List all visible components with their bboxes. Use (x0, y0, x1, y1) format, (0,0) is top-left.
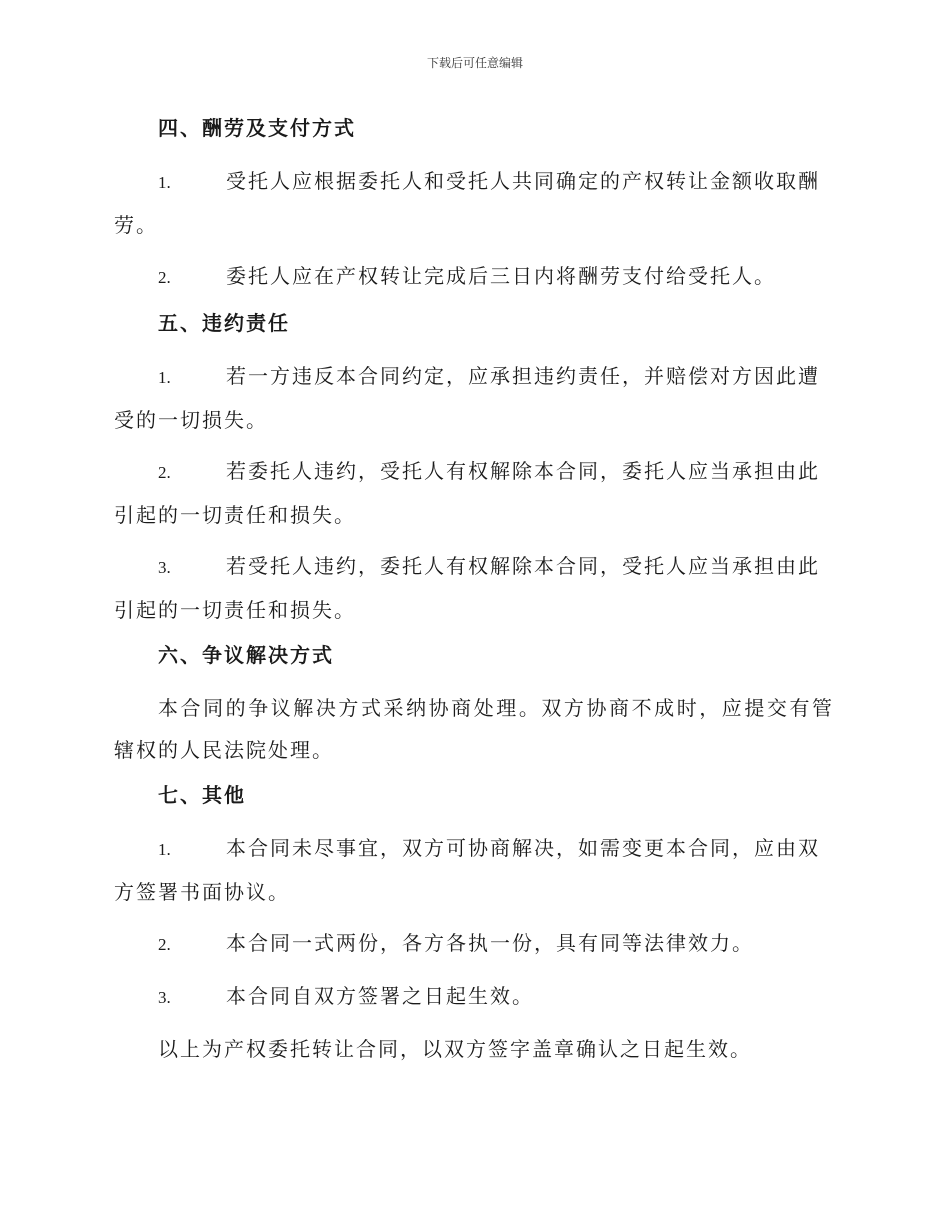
item-number: 1. (158, 840, 171, 859)
section-heading: 七、其他 (158, 783, 246, 807)
item-text: 本合同未尽事宜，双方可协商解决，如需变更本合同，应由双方签署书面协议。 (114, 836, 820, 904)
list-item (114, 160, 834, 246)
item-number: 1. (158, 368, 171, 387)
list-item (114, 450, 834, 536)
section-heading: 六、争议解决方式 (158, 643, 334, 667)
item-text: 若一方违反本合同约定，应承担违约责任，并赔偿对方因此遭受的一切损失。 (114, 364, 820, 432)
section-paragraph: 本合同的争议解决方式采纳协商处理。双方协商不成时，应提交有管辖权的人民法院处理。 (114, 696, 834, 762)
item-text: 本合同一式两份，各方各执一份，具有同等法律效力。 (226, 931, 754, 955)
item-number: 3. (158, 988, 171, 1007)
closing-paragraph: 以上为产权委托转让合同，以双方签字盖章确认之日起生效。 (158, 1037, 752, 1061)
item-number: 2. (158, 268, 171, 287)
item-number: 2. (158, 463, 171, 482)
section-heading: 四、酬劳及支付方式 (158, 116, 356, 140)
list-item (114, 827, 834, 913)
page-header: 下载后可任意编辑 (426, 56, 523, 70)
item-text: 委托人应在产权转让完成后三日内将酬劳支付给受托人。 (226, 264, 776, 288)
list-item (114, 355, 834, 441)
section-heading: 五、违约责任 (158, 311, 290, 335)
item-text: 若受托人违约，委托人有权解除本合同，受托人应当承担由此引起的一切责任和损失。 (114, 554, 820, 622)
list-item (114, 922, 834, 966)
item-number: 2. (158, 935, 171, 954)
item-text: 本合同自双方签署之日起生效。 (226, 984, 534, 1008)
list-item (114, 975, 834, 1019)
list-item (114, 255, 834, 299)
document-body (114, 113, 834, 1079)
item-number: 3. (158, 558, 171, 577)
item-text: 若委托人违约，受托人有权解除本合同，委托人应当承担由此引起的一切责任和损失。 (114, 459, 820, 527)
list-item (114, 545, 834, 631)
item-text: 受托人应根据委托人和受托人共同确定的产权转让金额收取酬劳。 (114, 169, 820, 237)
item-number: 1. (158, 173, 171, 192)
